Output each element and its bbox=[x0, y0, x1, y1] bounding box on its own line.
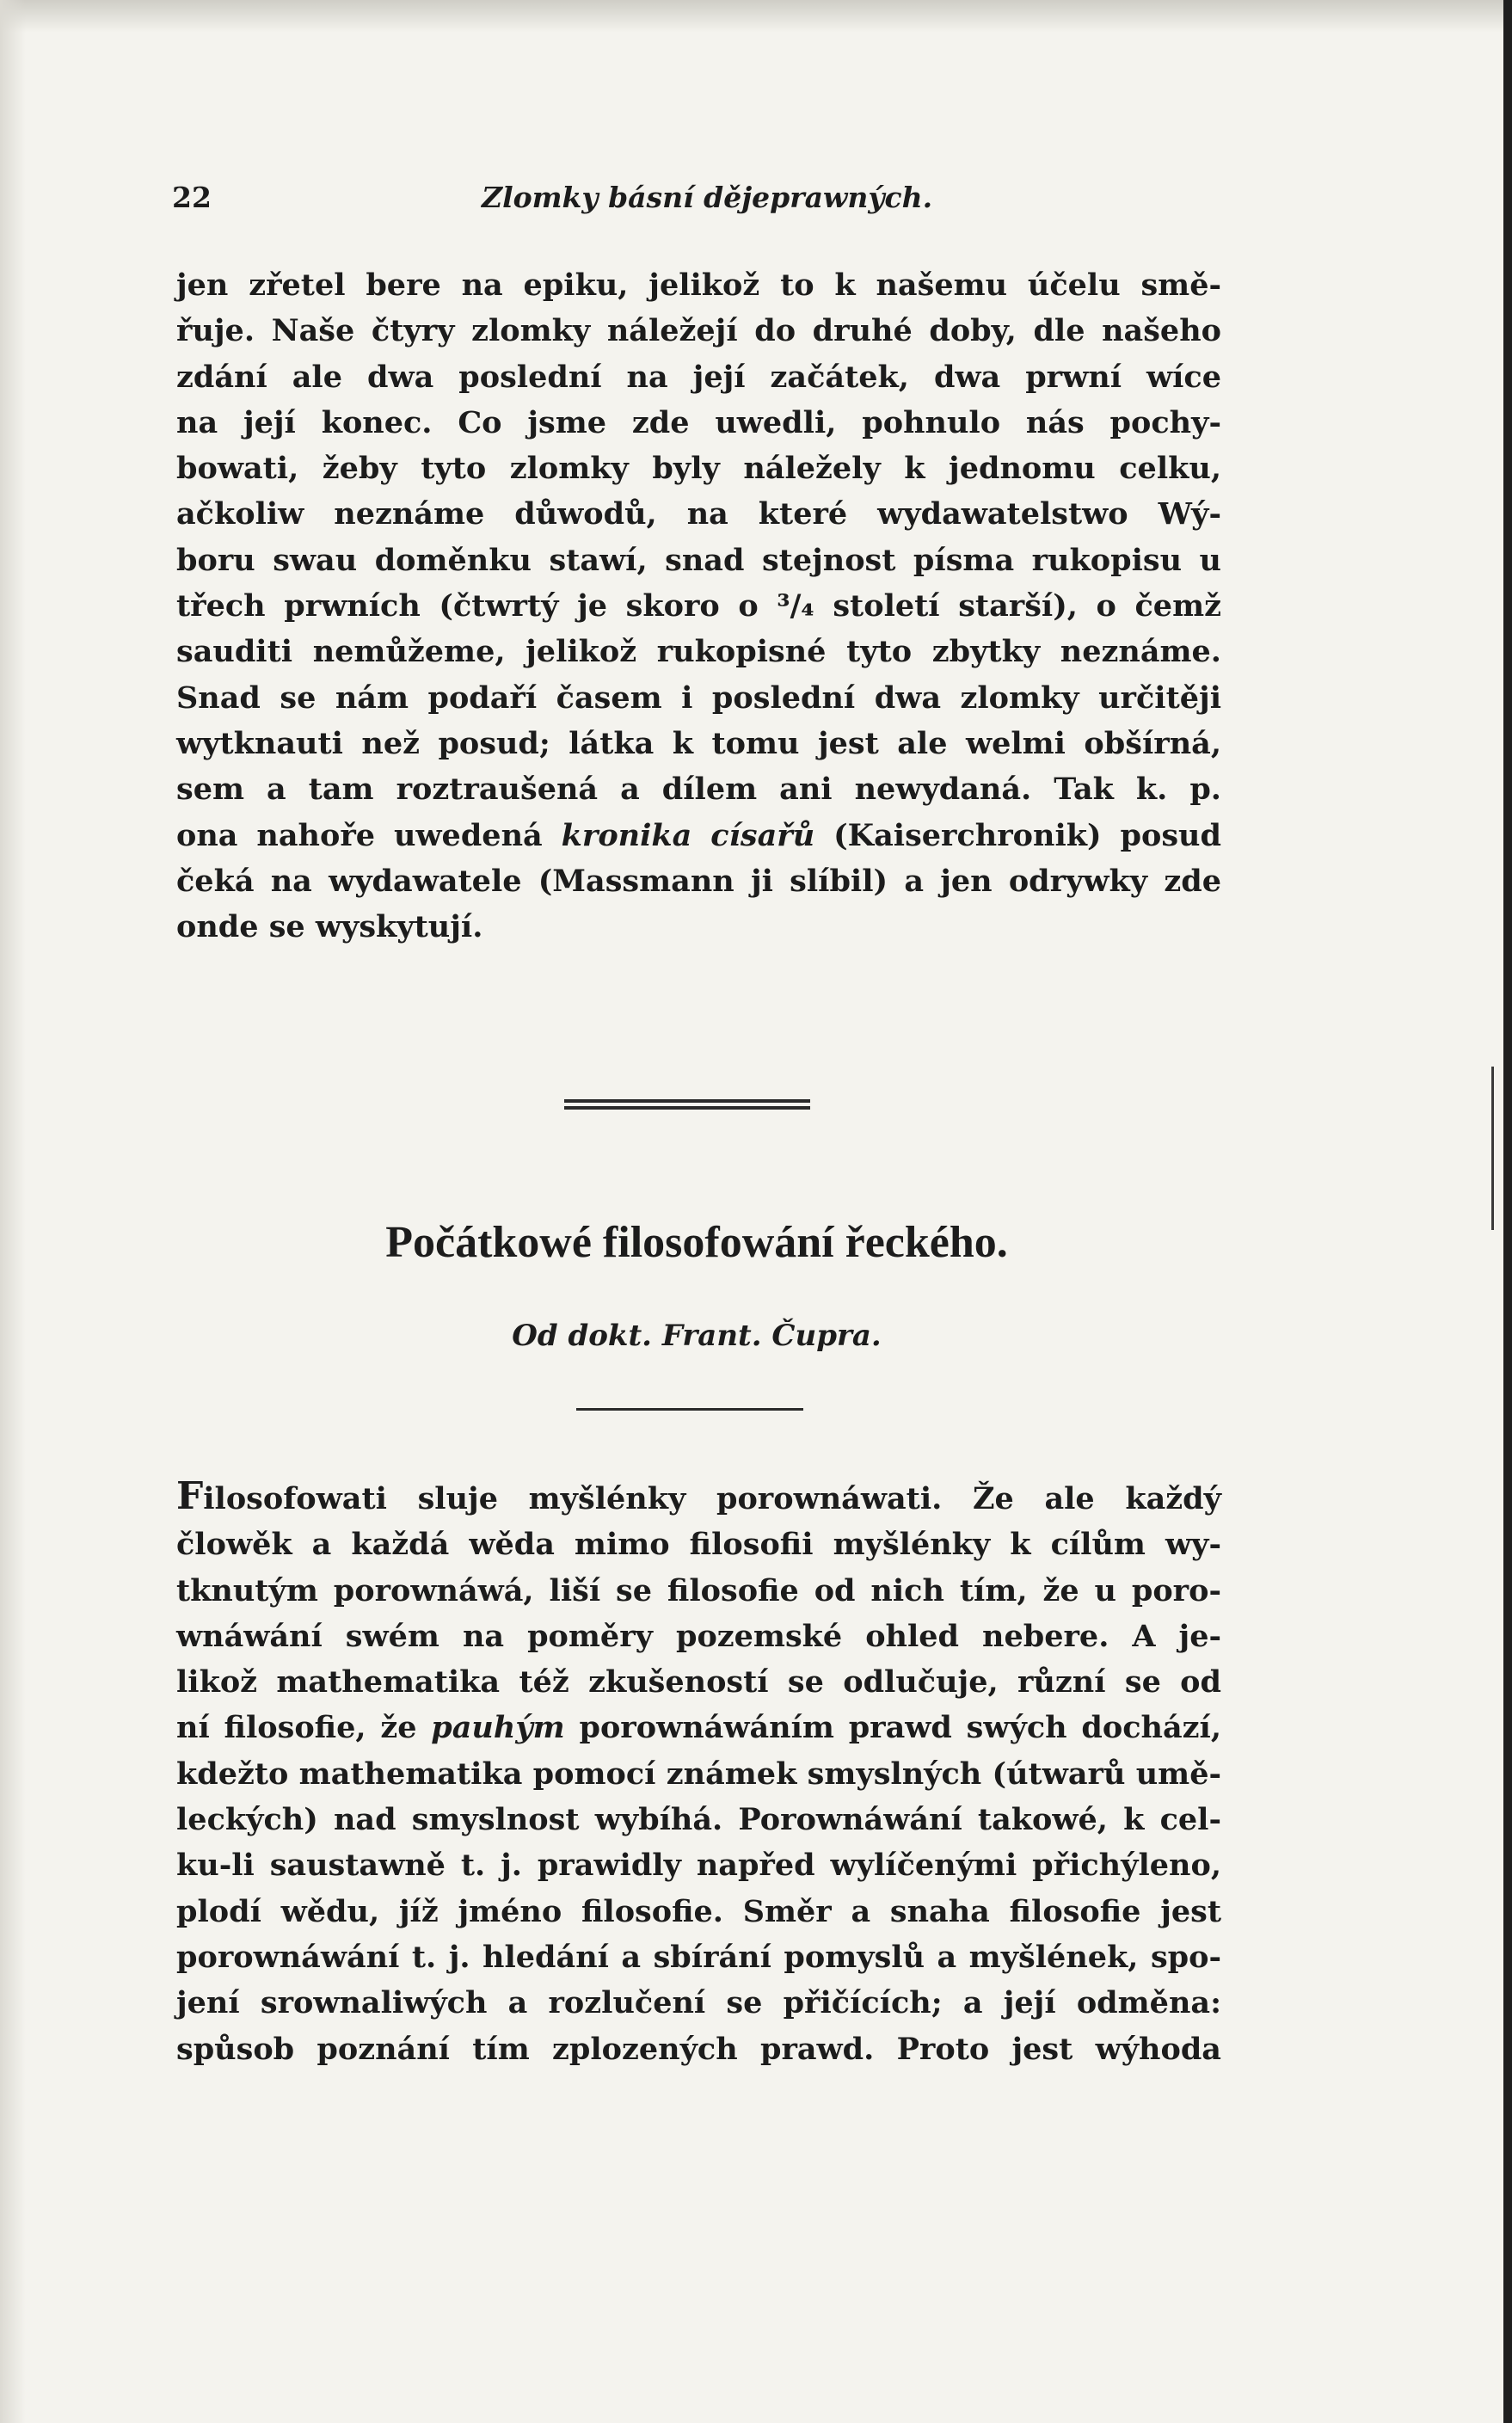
text-line: porownáwání t. j. hledání a sbírání pomyslů a myšlének, spo- bbox=[176, 1939, 1221, 1975]
paragraph-body bbox=[176, 1473, 1221, 2072]
text-line: kdežto mathematika pomocí známek smyslných (útwarů umě- bbox=[176, 1756, 1221, 1792]
text-line bbox=[176, 813, 1221, 858]
text-line: leckých) nad smyslnost wybíhá. Porownáwání takowé, k cel- bbox=[176, 1802, 1221, 1838]
page-edge-shadow-top bbox=[0, 0, 1512, 33]
italic-term: kronika císařů bbox=[561, 817, 815, 853]
section-divider-double bbox=[564, 1099, 810, 1110]
section-title: Počátkowé filosofowání řeckého. bbox=[385, 1218, 1008, 1267]
margin-mark bbox=[1491, 1067, 1494, 1230]
text-line: řuje. Naše čtyry zlomky náležejí do druhé doby, dle našeho bbox=[176, 313, 1221, 349]
text-line: spůsob poznání tím zplozených prawd. Proto jest wýhoda bbox=[176, 2031, 1221, 2067]
text-line: Snad se nám podaří časem i poslední dwa zlomky určitěji bbox=[176, 680, 1221, 716]
text-line: likož mathematika též zkušeností se odlučuje, různí se od bbox=[176, 1664, 1221, 1700]
text-line: wnáwání swém na poměry pozemské ohled nebere. A je- bbox=[176, 1618, 1221, 1654]
running-title: Zlomky básní dějeprawných. bbox=[482, 181, 933, 214]
text-line: tknutým porownáwá, liší se filosofie od nich tím, že u poro- bbox=[176, 1572, 1221, 1608]
page-number: 22 bbox=[172, 181, 212, 214]
text-segment: ní filosofie, že bbox=[176, 1710, 432, 1746]
text-line: člowěk a každá wěda mimo filosofii myšlénky k cílům wy- bbox=[176, 1527, 1221, 1563]
text-segment: ilosofowati sluje myšlénky porownáwati. Že ale každý bbox=[203, 1481, 1221, 1516]
text-line bbox=[176, 1473, 1221, 1522]
text-line bbox=[176, 1705, 1221, 1750]
text-line: onde se wyskytují. bbox=[176, 909, 483, 945]
text-line: plodí wědu, jíž jméno filosofie. Směr a snaha filosofie jest bbox=[176, 1893, 1221, 1929]
text-line: sauditi nemůžeme, jelikož rukopisné tyto zbytky neznáme. bbox=[176, 634, 1221, 670]
text-line: sem a tam roztraušená a dílem ani newydaná. Tak k. p. bbox=[176, 772, 1221, 808]
text-segment: posud bbox=[1120, 817, 1221, 853]
text-line: zdání ale dwa poslední na její začátek, dwa prwní wíce bbox=[176, 359, 1221, 395]
text-segment: porownáwáním prawd swých dochází, bbox=[564, 1710, 1221, 1746]
paragraph-continuation bbox=[176, 262, 1221, 950]
text-line: jení srownaliwých a rozlučení se přičících; a její odměna: bbox=[176, 1985, 1221, 2021]
text-segment: ona nahoře uwedená bbox=[176, 817, 562, 853]
text-line: ačkoliw neznáme důwodů, na které wydawatelstwo Wý- bbox=[176, 496, 1221, 532]
italic-term: pauhým bbox=[431, 1710, 565, 1746]
text-line: bowati, žeby tyto zlomky byly náležely k jednomu celku, bbox=[176, 451, 1221, 487]
fraktur-term: (Kaiserchronik) bbox=[814, 817, 1121, 853]
text-line: boru swau doměnku stawí, snad stejnost písma rukopisu u bbox=[176, 542, 1221, 578]
section-author: Od dokt. Frant. Čupra. bbox=[512, 1319, 882, 1353]
page-edge-binding bbox=[1503, 0, 1512, 2423]
text-line: na její konec. Co jsme zde uwedli, pohnulo nás pochy- bbox=[176, 404, 1221, 440]
text-line: ku-li saustawně t. j. prawidly napřed wylíčenými přichýleno, bbox=[176, 1848, 1221, 1884]
section-divider bbox=[576, 1408, 803, 1411]
text-line: wytknauti než posud; látka k tomu jest ale welmi obšírná, bbox=[176, 725, 1221, 761]
initial-letter: F bbox=[176, 1474, 204, 1518]
page-edge-shadow-left bbox=[0, 0, 26, 2423]
text-line: čeká na wydawatele (Massmann ji slíbil) a jen odrywky zde bbox=[176, 863, 1221, 899]
text-line: jen zřetel bere na epiku, jelikož to k našemu účelu smě- bbox=[176, 268, 1221, 303]
text-line: třech prwních (čtwrtý je skoro o ³/₄ století starší), o čemž bbox=[176, 588, 1221, 624]
